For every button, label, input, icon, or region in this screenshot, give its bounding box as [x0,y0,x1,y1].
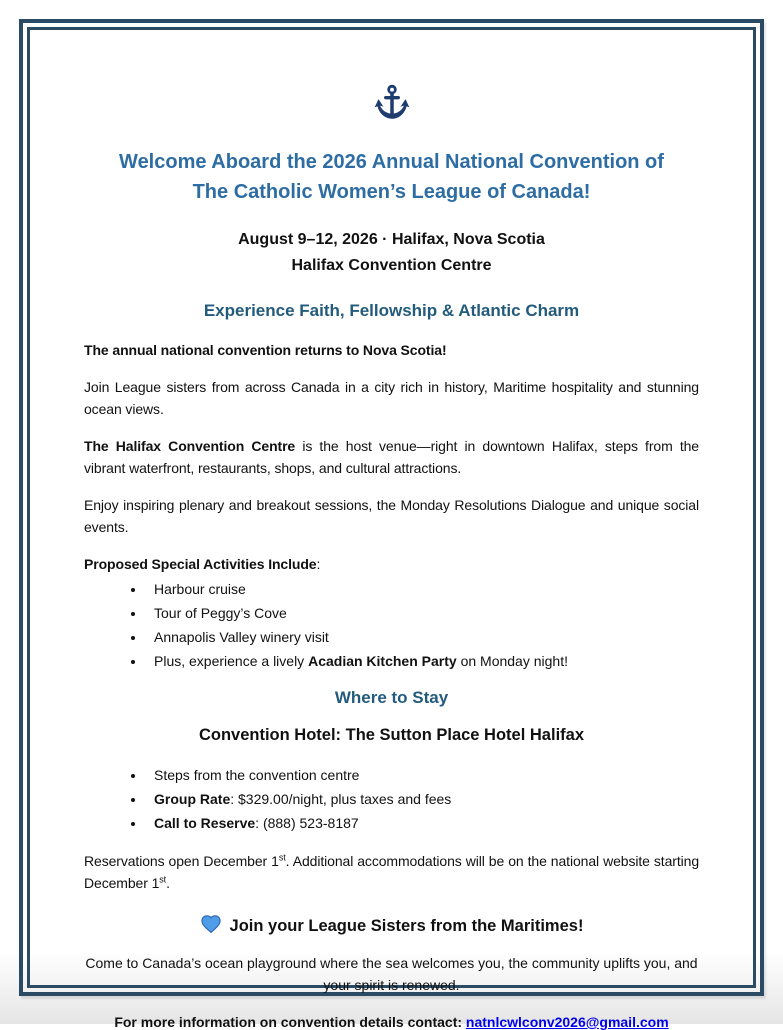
event-details [84,227,699,279]
closing-message: Come to Canada’s ocean playground where the sea welcomes you, the community uplifts you, and your spirit is renewed. [85,955,698,993]
activities-heading [84,553,699,575]
hotel-heading: Convention Hotel: The Sutton Place Hotel Halifax [198,726,585,744]
tagline-heading: Experience Faith, Fellowship & Atlantic Charm [203,301,580,320]
activity-bold-text: Acadian Kitchen Party [308,653,457,669]
activities-heading-colon: : [316,556,321,572]
activity-post-text: on Monday night! [456,653,568,669]
list-item [146,649,699,673]
ordinal-superscript: st [278,852,286,863]
reservations-text: . Additional accommodations will be on the national website starting December 1 [84,853,700,891]
reservations-text: . [166,875,170,891]
page-content [27,27,756,1030]
intro-returns-line: The annual national convention returns to Nova Scotia! [84,342,447,358]
hotel-list [84,763,699,835]
list-item: • Tour of Peggy’s Cove [146,601,699,625]
reservations-text: Reservations open December 1 [84,853,279,869]
page-title [84,147,699,207]
intro-venue-paragraph [84,435,699,479]
contact-line [84,1014,699,1030]
anchor-icon [84,80,699,131]
call-to-reserve-label: Call to Reserve [154,815,256,831]
intro-join-paragraph: Join League sisters from across Canada in a city rich in history, Maritime hospitality and stunning ocean views. [84,379,699,417]
list-item [146,811,699,835]
activities-heading-bold: Proposed Special Activities Include [84,556,317,572]
list-item: • Steps from the convention centre [146,763,699,787]
join-heading [84,914,699,936]
call-to-reserve-value: : (888) 523-8187 [255,815,359,831]
reservations-note [84,850,699,894]
venue-paragraph-rest: is the host venue—right in downtown Halifax, steps from the vibrant waterfront, restaurants, shops, and cultural attractions. [84,438,699,476]
page-title-line2: The Catholic Women’s League of Canada! [192,181,591,203]
contact-label: For more information on convention details contact: [114,1014,466,1030]
activities-list [84,577,699,673]
venue-name-bold: The Halifax Convention Centre [84,438,296,454]
group-rate-label: Group Rate [154,791,231,807]
decorative-double-border [19,19,764,1030]
list-item: • Annapolis Valley winery visit [146,625,699,649]
join-heading-text: Join your League Sisters from the Maritimes! [229,917,584,935]
intro-enjoy-paragraph: Enjoy inspiring plenary and breakout sessions, the Monday Resolutions Dialogue and unique social events. [84,497,699,535]
event-date-location: August 9–12, 2026 · Halifax, Nova Scotia [238,231,545,248]
activity-pre-text: Plus, experience a lively [154,653,309,669]
page-title-line1: Welcome Aboard the 2026 Annual National Convention of [119,151,664,173]
group-rate-value: : $329.00/night, plus taxes and fees [230,791,452,807]
blue-heart-icon [200,914,222,934]
event-venue: Halifax Convention Centre [291,257,492,274]
list-item: • Harbour cruise [146,577,699,601]
ordinal-superscript: st [159,874,167,885]
where-to-stay-heading: Where to Stay [334,688,449,707]
list-item [146,787,699,811]
email-link[interactable]: natnlcwlconv2026@gmail.com [465,1014,669,1030]
